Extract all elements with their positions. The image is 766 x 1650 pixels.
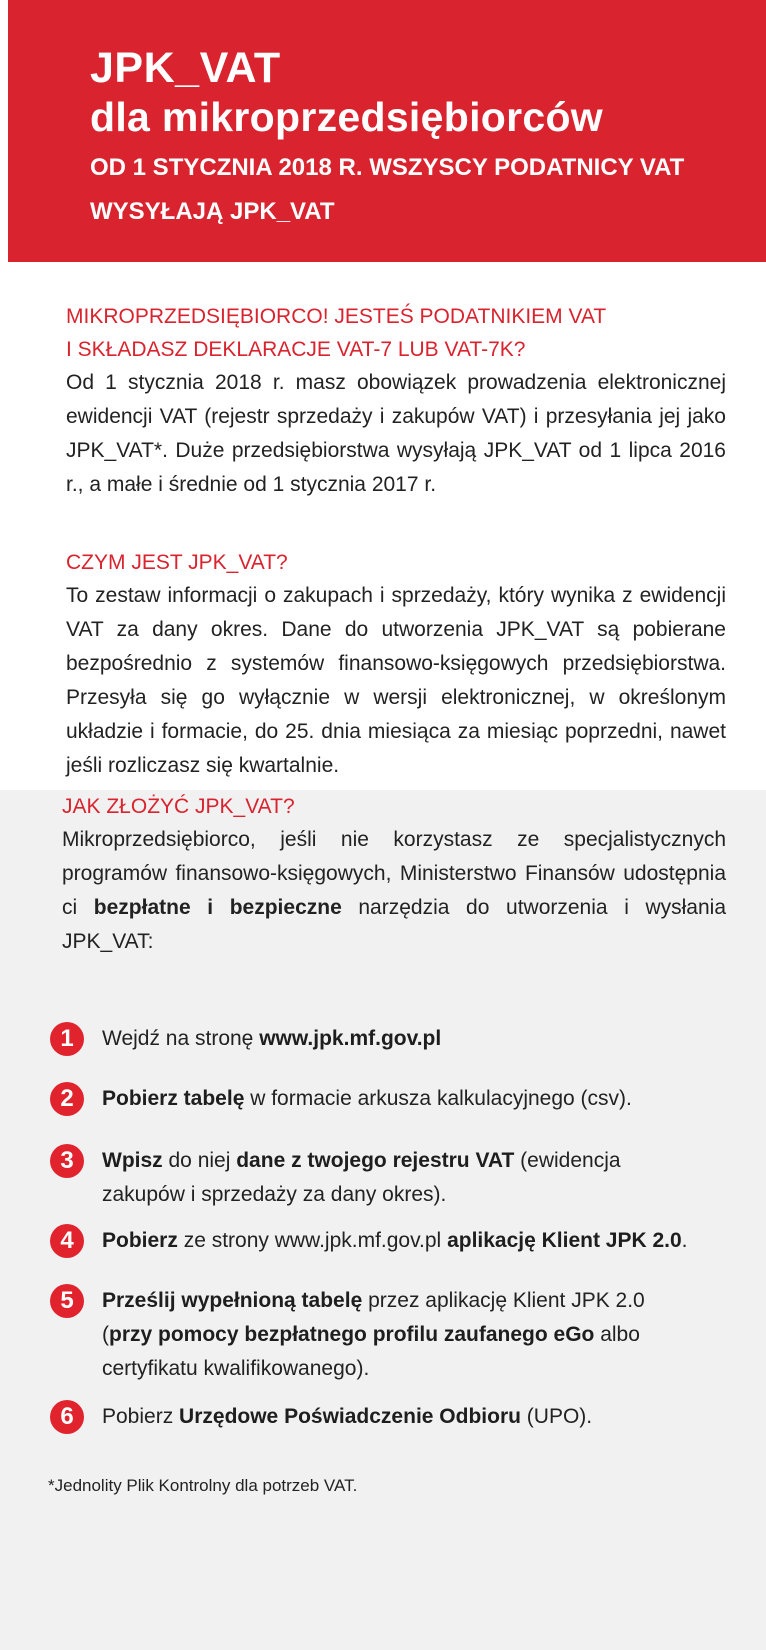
step-number-badge: 3: [50, 1144, 84, 1178]
section-paragraph: Od 1 stycznia 2018 r. masz obowiązek prowadzenia elektronicznej ewidencji VAT (rejestr sprzedaży i zakupów VAT) i przesyłania jej jako JPK_VAT*. Duże przedsiębiorstwa wysyłają JPK_VAT od 1 lipca 2016 r., a małe i średnie od 1 stycznia 2017 r.: [66, 371, 726, 496]
step-text-bold: Pobierz: [102, 1229, 178, 1252]
header-banner: [8, 0, 766, 262]
step-text: [102, 1144, 692, 1212]
step-text-bold: Prześlij wypełnioną tabelę: [102, 1289, 363, 1312]
step-text-part: do niej: [162, 1149, 237, 1172]
paragraph-text-part-1: Mikroprzedsiębiorco, jeśli nie korzystasz ze specjalistycznych programów finansowo-księgowych, Ministerstwo Finansów udostępnia ci: [62, 828, 726, 919]
section-how-to-submit: [62, 790, 726, 959]
step-text-bold: przy pomocy bezpłatnego profilu zaufanego eGo: [109, 1323, 595, 1346]
step-number-badge: 4: [50, 1224, 84, 1258]
step-number-badge: 2: [50, 1082, 84, 1116]
step-text-part: ze strony www.jpk.mf.gov.pl: [177, 1229, 448, 1252]
step-text-part: (UPO).: [520, 1405, 593, 1428]
section-paragraph: [62, 823, 726, 959]
step-text-bold: Wpisz: [102, 1149, 163, 1172]
step-number-badge: 6: [50, 1400, 84, 1434]
step-text: [102, 1022, 692, 1056]
step-text-part: .: [681, 1229, 688, 1252]
step-text-bold: dane z twojego rejestru VAT: [236, 1149, 515, 1172]
section-heading: CZYM JEST JPK_VAT?: [66, 551, 288, 574]
step-text: [102, 1284, 692, 1386]
footnote: *Jednolity Plik Kontrolny dla potrzeb VAT.: [48, 1476, 358, 1495]
section-heading: JAK ZŁOŻYĆ JPK_VAT?: [62, 795, 295, 818]
section-heading-line-1: MIKROPRZEDSIĘBIORCO! JESTEŚ PODATNIKIEM VAT: [66, 305, 607, 328]
step-text-part: Wejdź na stronę: [102, 1027, 260, 1050]
step-text: [102, 1082, 692, 1116]
step-text-bold: www.jpk.mf.gov.pl: [259, 1027, 442, 1050]
step-text: [102, 1224, 692, 1258]
step-text-bold: aplikację Klient JPK 2.0: [447, 1229, 682, 1252]
step-text: [102, 1400, 692, 1434]
step-text-part: (ewidencja zakupów i sprzedaży za dany okres).: [102, 1149, 621, 1206]
step-number-badge: 1: [50, 1022, 84, 1056]
section-vat-taxpayer: [66, 300, 726, 502]
paragraph-text-part-2: narzędzia do utworzenia i wysłania JPK_VAT:: [62, 896, 727, 953]
step-text-part: w formacie arkusza kalkulacyjnego (csv).: [244, 1087, 632, 1110]
step-text-bold: Pobierz tabelę: [102, 1087, 245, 1110]
step-number-badge: 5: [50, 1284, 84, 1318]
paragraph-bold-text: bezpłatne i bezpieczne: [93, 896, 342, 919]
step-text-bold: Urzędowe Poświadczenie Odbioru: [179, 1405, 521, 1428]
section-heading-line-2: I SKŁADASZ DEKLARACJE VAT-7 LUB VAT-7K?: [66, 338, 526, 361]
title-line-2: dla mikroprzedsiębiorców: [90, 94, 603, 140]
step-text-part: Pobierz: [102, 1405, 180, 1428]
header-subtitle: OD 1 STYCZNIA 2018 R. WSZYSCY PODATNICY VAT WYSYŁAJĄ JPK_VAT: [90, 154, 685, 225]
step-text-part: przez aplikację Klient JPK 2.0 (: [102, 1289, 645, 1346]
step-text-part: albo certyfikatu kwalifikowanego).: [102, 1323, 640, 1380]
title-line-1: JPK_VAT: [90, 44, 281, 92]
section-paragraph: To zestaw informacji o zakupach i sprzedaży, który wynika z ewidencji VAT za dany okres. Dane do utworzenia JPK_VAT są pobierane bezpośrednio z systemów finansowo-księgowych przedsiębiorstwa. Przesyła się go wyłącznie w wersji elektronicznej, w określonym układzie i formacie, do 25. dnia miesiąca za miesiąc poprzedni, nawet jeśli rozliczasz się kwartalnie.: [66, 584, 726, 777]
section-what-is-jpk: [66, 546, 726, 783]
